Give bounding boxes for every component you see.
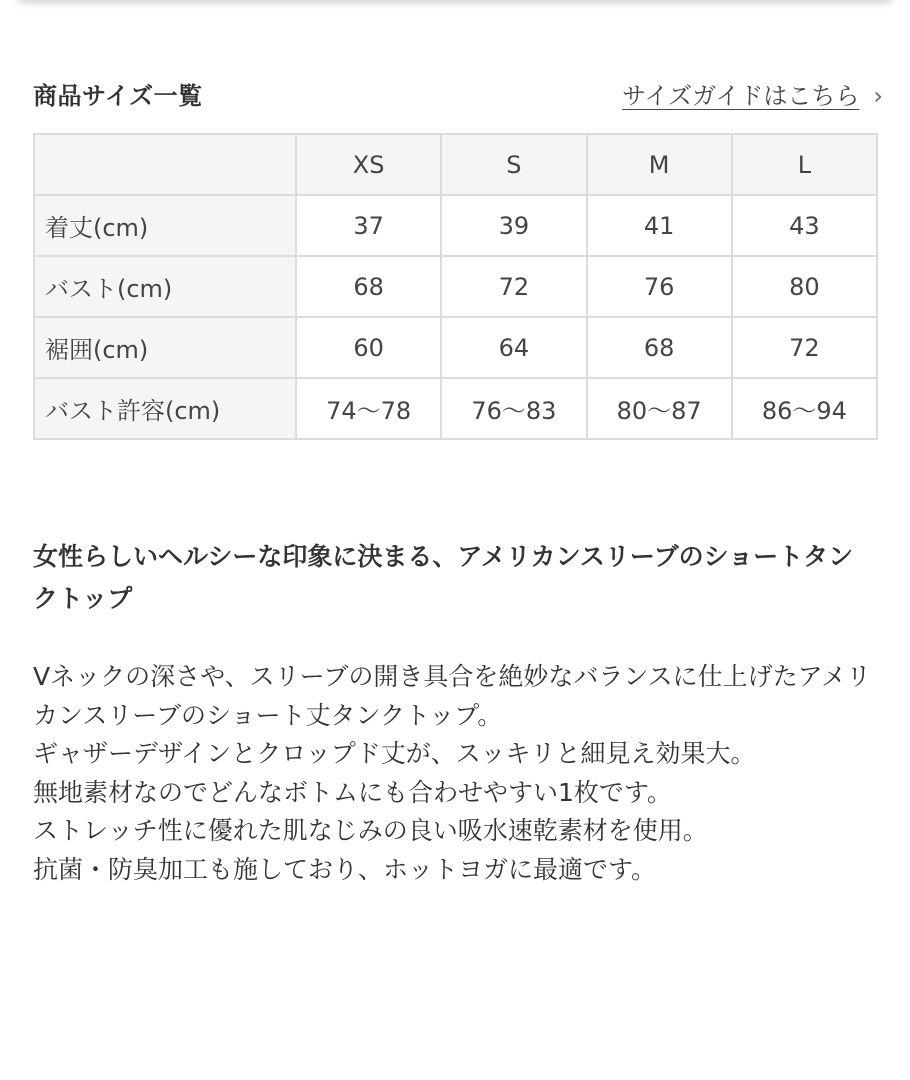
table-cell: 68 xyxy=(297,257,440,316)
size-guide-link[interactable] xyxy=(622,76,883,111)
size-table xyxy=(33,133,878,440)
description-paragraph: ギャザーデザインとクロップド丈が、スッキリと細見え効果大。 xyxy=(33,739,756,768)
size-guide-link-text[interactable]: サイズガイドはこちら xyxy=(622,82,860,110)
table-cell: 41 xyxy=(588,196,731,255)
table-cell: 72 xyxy=(442,257,585,316)
row-label-hem: 裾囲(cm) xyxy=(35,318,295,377)
description-paragraph: Vネックの深さや、スリーブの開き具合を絶妙なバランスに仕上げたアメリカンスリーブのショート丈タンクトップ。 xyxy=(33,662,872,730)
table-cell: 37 xyxy=(297,196,440,255)
table-cell: 64 xyxy=(442,318,585,377)
size-header-s: S xyxy=(442,135,585,194)
table-cell: 76 xyxy=(588,257,731,316)
table-cell: 76〜83 xyxy=(442,379,585,438)
description-paragraph: 無地素材なのでどんなボトムにも合わせやすい1枚です。 xyxy=(33,777,672,807)
table-cell: 80 xyxy=(733,257,876,316)
table-row xyxy=(35,196,876,255)
table-row xyxy=(35,318,876,377)
size-header-m: M xyxy=(588,135,731,194)
section-title: 商品サイズ一覧 xyxy=(33,82,203,110)
table-row xyxy=(35,257,876,316)
table-cell: 86〜94 xyxy=(733,379,876,438)
row-label-bust: バスト(cm) xyxy=(35,257,295,316)
table-cell: 72 xyxy=(733,318,876,377)
row-label-length: 着丈(cm) xyxy=(35,196,295,255)
description-paragraph: 抗菌・防臭加工も施しており、ホットヨガに最適です。 xyxy=(33,854,657,884)
table-cell: 80〜87 xyxy=(588,379,731,438)
table-cell: 39 xyxy=(442,196,585,255)
description-title: 女性らしいヘルシーな印象に決まる、アメリカンスリーブのショートタンクトップ xyxy=(33,542,854,613)
table-cell: 68 xyxy=(588,318,731,377)
product-description xyxy=(33,536,873,889)
size-header-l: L xyxy=(733,135,876,194)
table-cell: 60 xyxy=(297,318,440,377)
size-header-xs: XS xyxy=(297,135,440,194)
description-paragraph: ストレッチ性に優れた肌なじみの良い吸水速乾素材を使用。 xyxy=(33,816,708,845)
description-body xyxy=(33,658,873,889)
chevron-right-icon[interactable]: › xyxy=(873,82,883,110)
table-cell: 43 xyxy=(733,196,876,255)
table-cell: 74〜78 xyxy=(297,379,440,438)
row-label-bust-tolerance: バスト許容(cm) xyxy=(35,379,295,438)
size-table-header-row xyxy=(35,135,876,194)
size-list-header xyxy=(33,72,883,112)
size-table-corner-cell xyxy=(35,135,295,194)
table-row xyxy=(35,379,876,438)
